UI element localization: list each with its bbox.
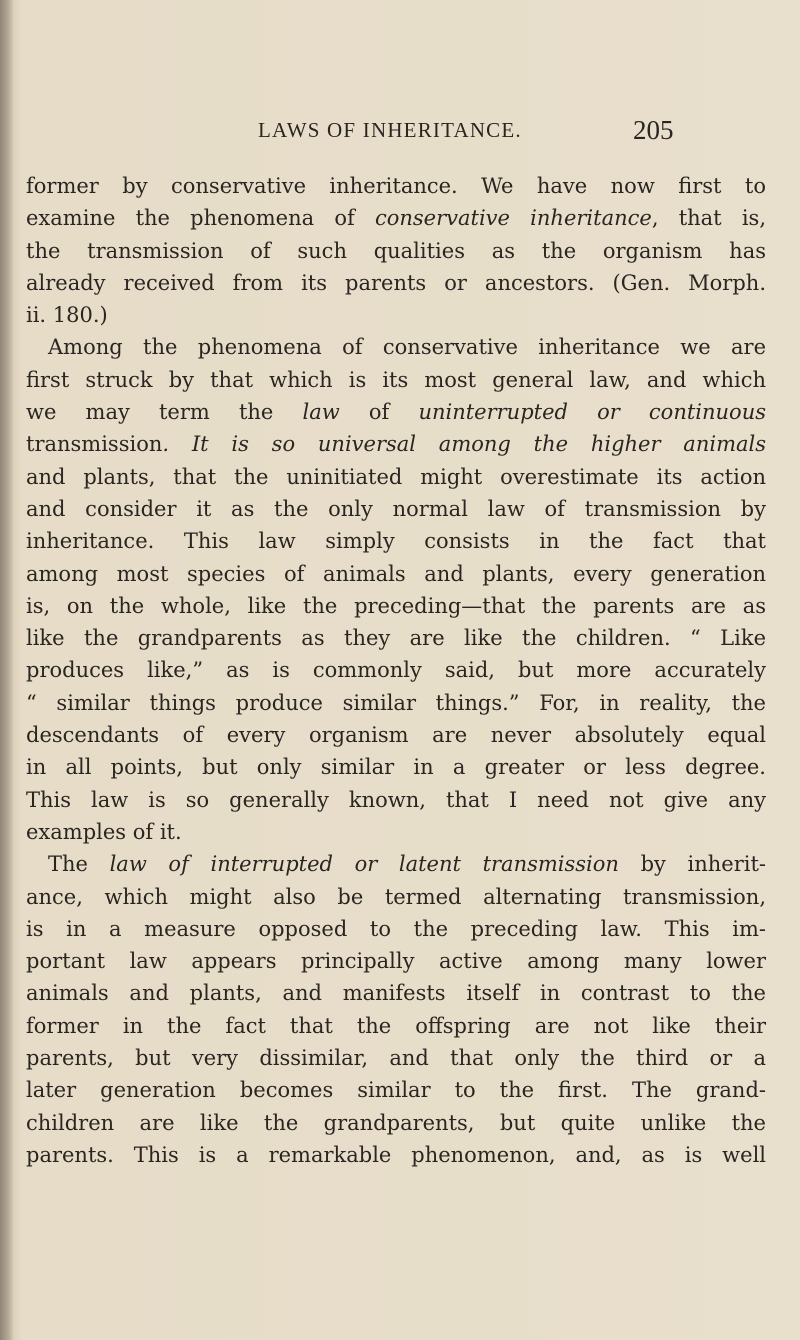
text-line: inheritance. This law simply consists in the fact that — [26, 529, 766, 554]
text-line: Among the phenomena of conservative inheritance we are — [48, 335, 766, 360]
running-head — [0, 115, 800, 152]
text-line: already received from its parents or ancestors. (Gen. Morph. — [26, 270, 766, 295]
page-number: 205 — [633, 115, 674, 145]
text-line: like the grandparents as they are like the children. “ Like — [26, 626, 766, 651]
text-line: ance, which might also be termed alternating transmission, — [26, 884, 766, 909]
text-line: produces like,” as is commonly said, but more accurately — [26, 658, 766, 683]
text-line: among most species of animals and plants, every generation — [26, 561, 766, 586]
text-line: transmission. It is so universal among the higher animals — [26, 432, 766, 457]
text-line: portant law appears principally active among many lower — [26, 949, 766, 974]
text-line: This law is so generally known, that I need not give any — [26, 787, 766, 812]
binding-gutter — [0, 0, 14, 1340]
text-line: examine the phenomena of conservative inheritance, that is, — [26, 206, 766, 231]
text-line: The law of interrupted or latent transmission by inherit- — [48, 852, 766, 877]
text-line: the transmission of such qualities as the organism has — [26, 238, 766, 263]
text-line: ii. 180.) — [26, 303, 108, 328]
text-line: and consider it as the only normal law of transmission by — [26, 496, 766, 521]
text-line: we may term the law of uninterrupted or continuous — [26, 400, 766, 425]
text-line: “ similar things produce similar things.” For, in reality, the — [26, 690, 766, 715]
text-line: descendants of every organism are never absolutely equal — [26, 723, 766, 748]
text-line: parents, but very dissimilar, and that only the third or a — [26, 1046, 766, 1071]
text-line: children are like the grandparents, but quite unlike the — [26, 1110, 766, 1135]
body-text — [26, 170, 766, 1171]
text-line: animals and plants, and manifests itself in contrast to the — [26, 981, 766, 1006]
text-line: is in a measure opposed to the preceding law. This im- — [26, 916, 766, 941]
text-line: former in the fact that the offspring are not like their — [26, 1013, 766, 1038]
text-line: former by conservative inheritance. We have now first to — [26, 174, 766, 198]
running-title: LAWS OF INHERITANCE. — [258, 118, 522, 142]
text-line: is, on the whole, like the preceding—that the parents are as — [26, 593, 766, 618]
text-line: examples of it. — [26, 819, 182, 844]
text-line: and plants, that the uninitiated might overestimate its action — [26, 464, 766, 489]
text-line: in all points, but only similar in a greater or less degree. — [26, 755, 766, 780]
text-line: first struck by that which is its most general law, and which — [26, 367, 766, 392]
text-line: later generation becomes similar to the first. The grand- — [26, 1078, 766, 1103]
text-line: parents. This is a remarkable phenomenon, and, as is well — [26, 1142, 766, 1167]
